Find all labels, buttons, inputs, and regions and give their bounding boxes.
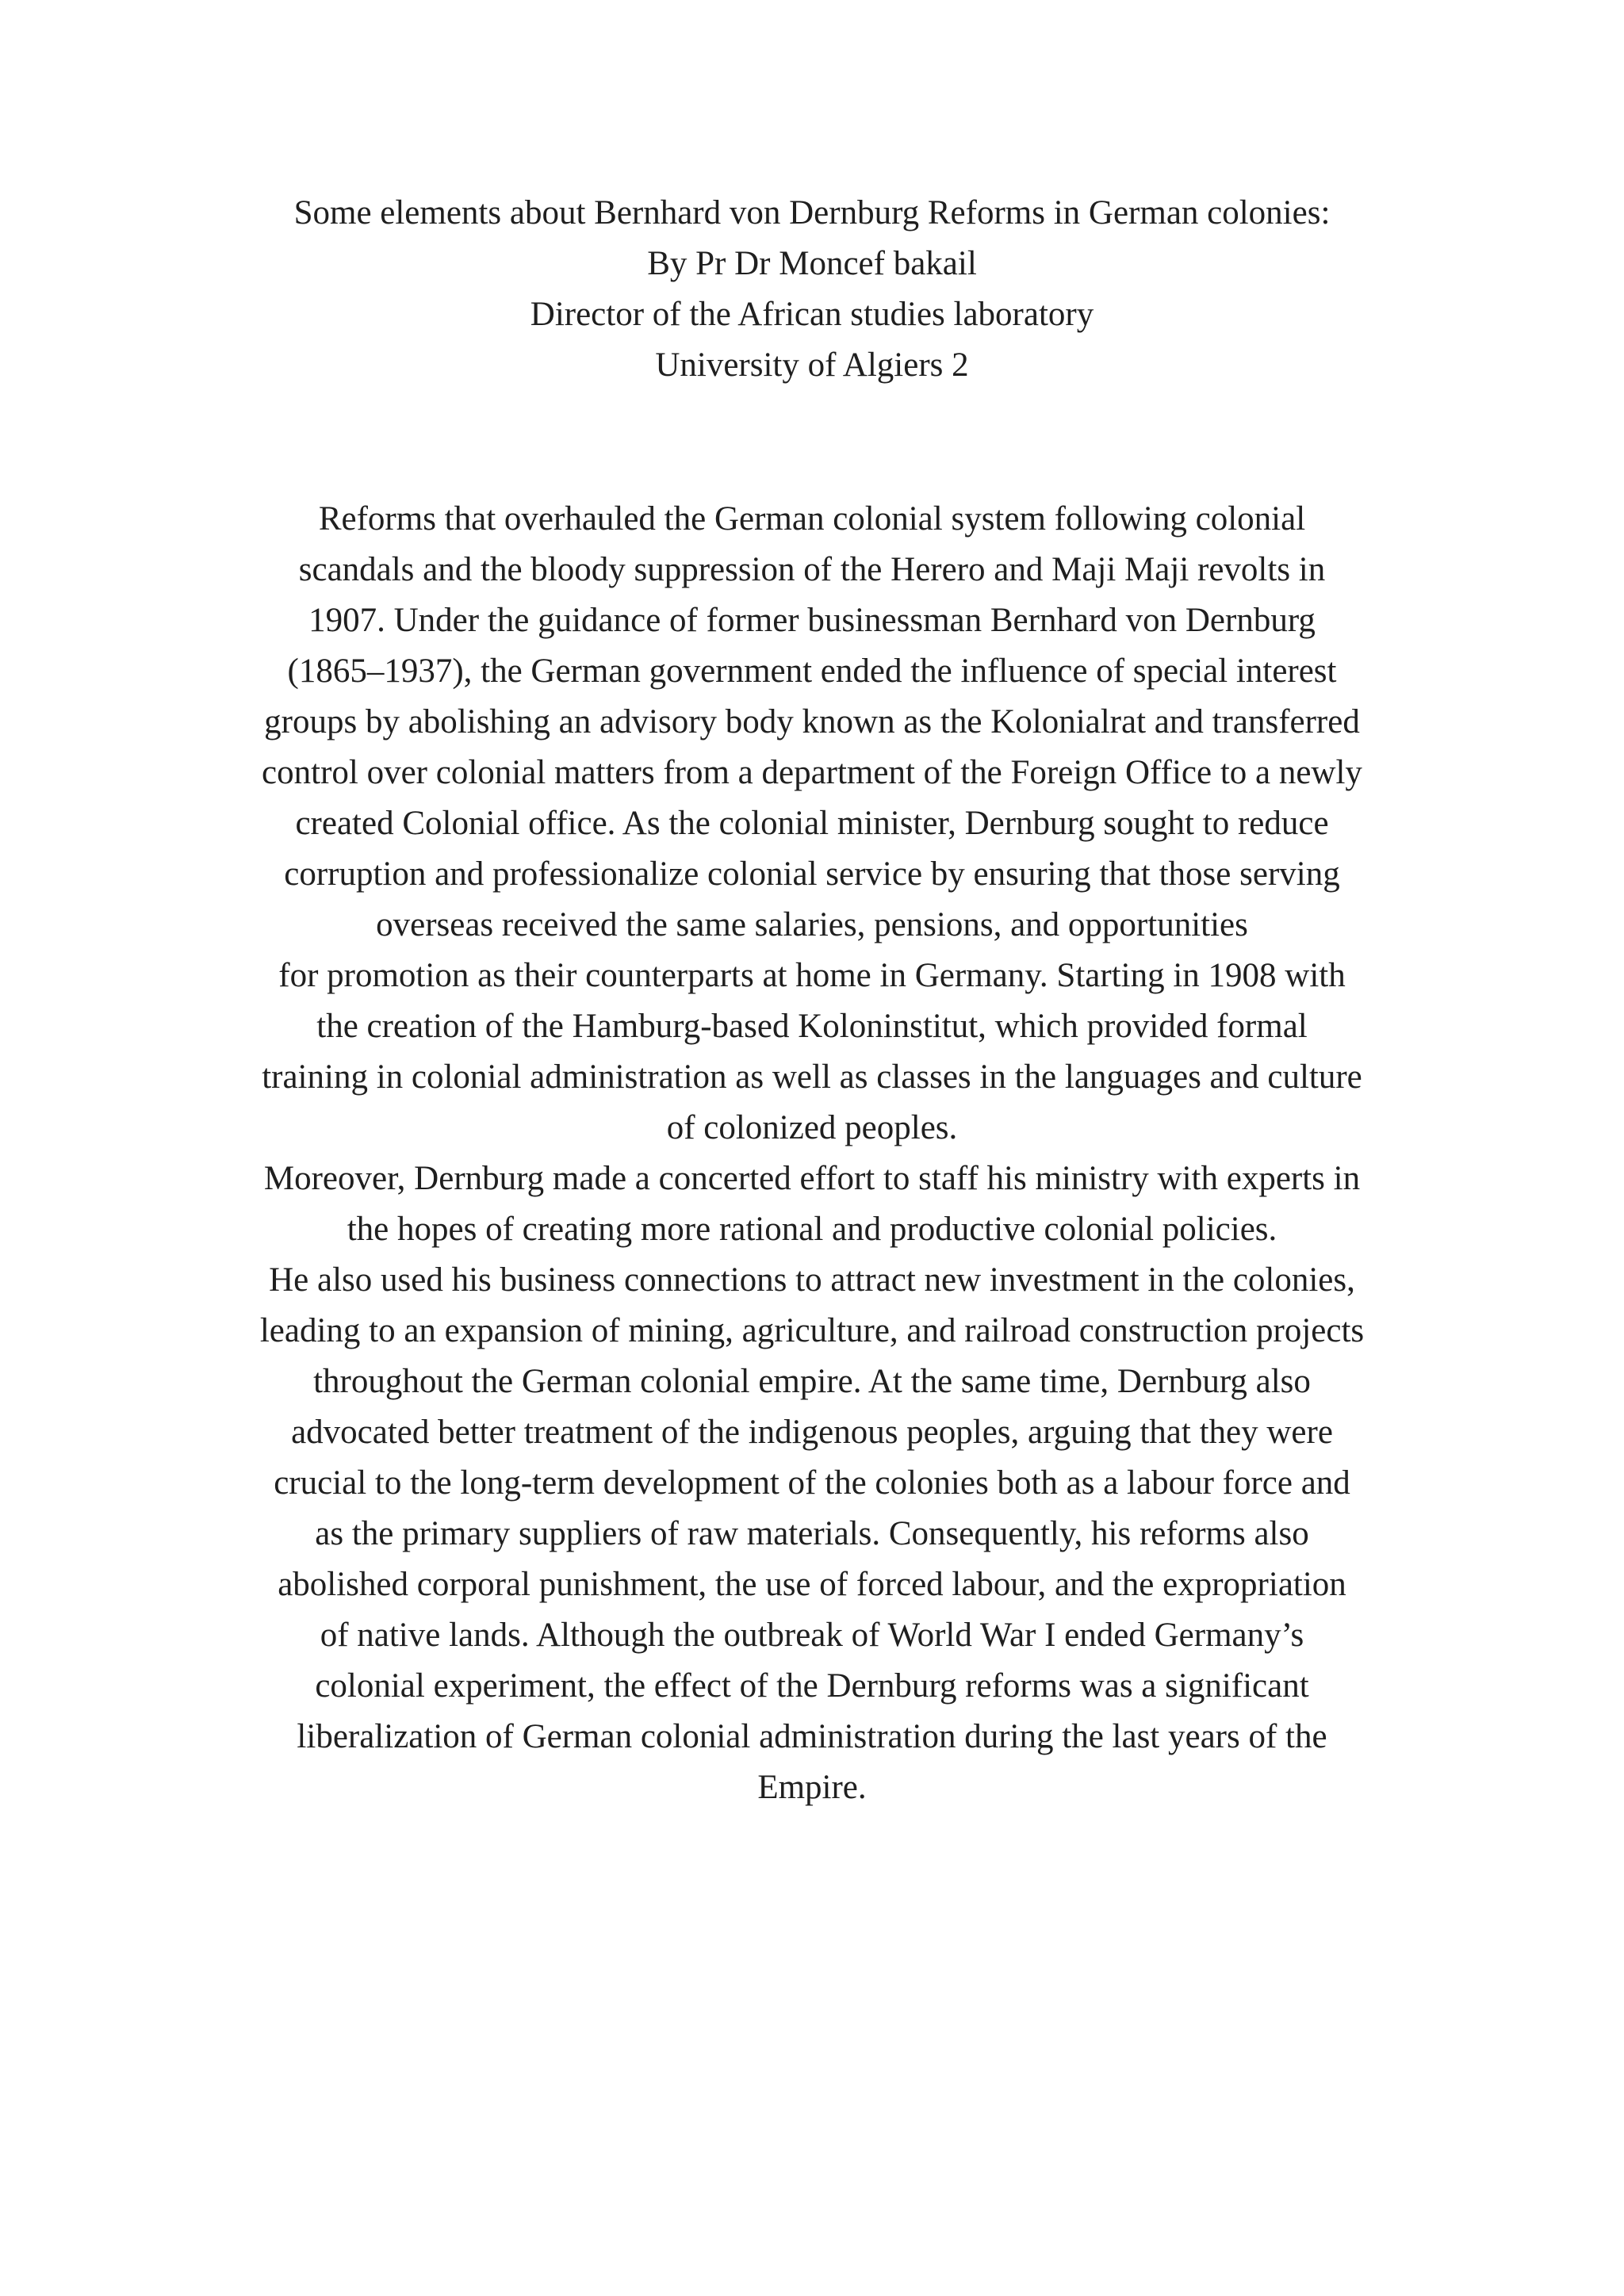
author-line: By Pr Dr Moncef bakail xyxy=(647,245,977,282)
document-title: Some elements about Bernhard von Dernburg Reforms in German colonies: xyxy=(293,194,1331,232)
body-line: Moreover, Dernburg made a concerted effort to staff his ministry with experts in xyxy=(263,1160,1361,1197)
body-line: Empire. xyxy=(757,1769,867,1806)
body-line: as the primary suppliers of raw materials. Consequently, his reforms also xyxy=(315,1515,1309,1552)
body-line: throughout the German colonial empire. At the same time, Dernburg also xyxy=(313,1363,1311,1400)
body-line: the creation of the Hamburg-based Koloninstitut, which provided formal xyxy=(316,1008,1308,1045)
body-line: (1865–1937), the German government ended the influence of special interest xyxy=(287,652,1337,690)
body-line: advocated better treatment of the indigenous peoples, arguing that they were xyxy=(291,1414,1333,1451)
body-line: training in colonial administration as well as classes in the languages and culture xyxy=(262,1058,1362,1096)
author-institution: University of Algiers 2 xyxy=(655,346,969,384)
body-line: of colonized peoples. xyxy=(666,1109,958,1146)
body-line: created Colonial office. As the colonial minister, Dernburg sought to reduce xyxy=(295,805,1329,842)
body-line: the hopes of creating more rational and productive colonial policies. xyxy=(347,1211,1277,1248)
body-line: 1907. Under the guidance of former businessman Bernhard von Dernburg xyxy=(308,602,1316,639)
body-line: abolished corporal punishment, the use of forced labour, and the expropriation xyxy=(278,1566,1346,1603)
body-line: control over colonial matters from a department of the Foreign Office to a newly xyxy=(262,754,1362,791)
body-line: leading to an expansion of mining, agriculture, and railroad construction projects xyxy=(259,1312,1365,1349)
body-paragraph xyxy=(0,494,1624,1813)
author-position: Director of the African studies laboratory xyxy=(530,296,1094,333)
body-line: corruption and professionalize colonial service by ensuring that those serving xyxy=(284,855,1340,893)
body-line: scandals and the bloody suppression of the Herero and Maji Maji revolts in xyxy=(298,551,1326,588)
document-header xyxy=(0,188,1624,391)
body-line: groups by abolishing an advisory body known as the Kolonialrat and transferred xyxy=(264,703,1360,740)
body-line: Reforms that overhauled the German colonial system following colonial xyxy=(318,500,1306,538)
body-line: overseas received the same salaries, pensions, and opportunities xyxy=(376,906,1248,943)
body-line: crucial to the long-term development of the colonies both as a labour force and xyxy=(274,1464,1350,1502)
body-line: liberalization of German colonial administration during the last years of the xyxy=(297,1718,1327,1755)
body-line: He also used his business connections to attract new investment in the colonies, xyxy=(269,1261,1355,1299)
body-line: for promotion as their counterparts at home in Germany. Starting in 1908 with xyxy=(278,957,1346,994)
body-line: of native lands. Although the outbreak of World War I ended Germany’s xyxy=(320,1617,1304,1654)
body-line: colonial experiment, the effect of the Dernburg reforms was a significant xyxy=(315,1667,1309,1705)
